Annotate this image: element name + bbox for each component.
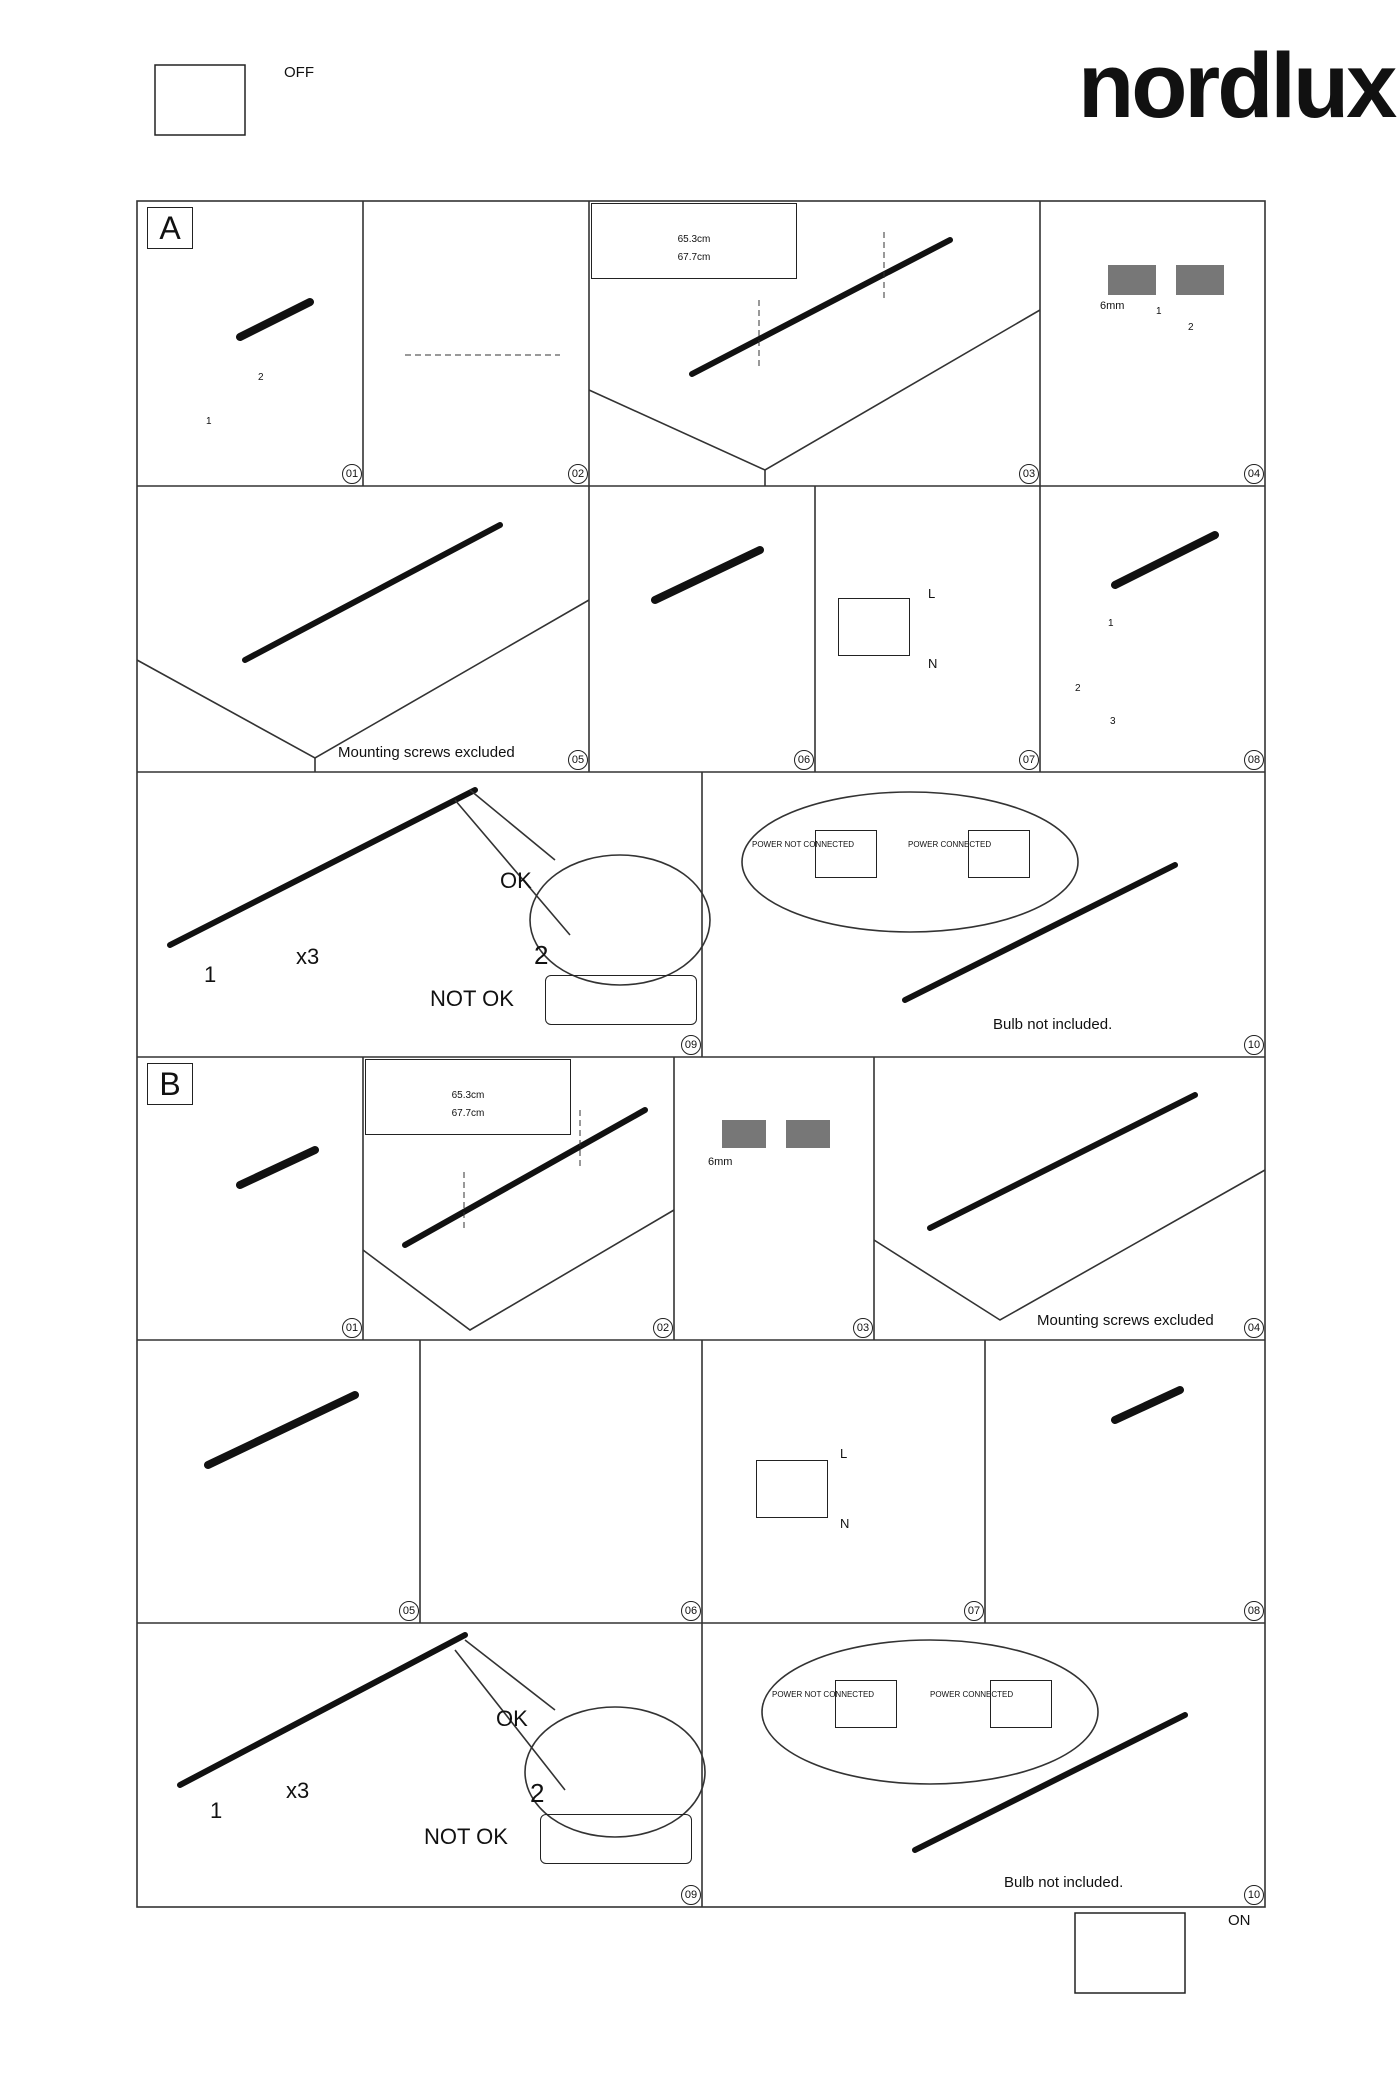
step-number: 04 (1244, 464, 1264, 484)
substep-2: 2 (1188, 322, 1194, 333)
dial-off-b (835, 1680, 897, 1728)
step-number: 02 (653, 1318, 673, 1338)
not-ok-detail-b (540, 1814, 692, 1864)
step-number: 03 (1019, 464, 1039, 484)
dial-on-b (990, 1680, 1052, 1728)
step-number: 02 (568, 464, 588, 484)
x3-label-b: x3 (286, 1778, 310, 1803)
step-number: 09 (681, 1035, 701, 1055)
ok-label-b: OK (496, 1706, 528, 1731)
step-number: 01 (342, 1318, 362, 1338)
dial-on-a (968, 830, 1030, 878)
section-a-label: A (147, 207, 193, 249)
step-number: 08 (1244, 1601, 1264, 1621)
substep-3: 3 (1110, 716, 1116, 727)
substep-2: 2 (258, 372, 264, 383)
phase-l-a: L (928, 586, 936, 601)
dimension-outer: 67.7cm (451, 1108, 485, 1119)
not-ok-detail-a (545, 975, 697, 1025)
switch-on-label: ON (1228, 1912, 1251, 1929)
step-one-label-b: 1 (210, 1798, 223, 1823)
x3-label-a: x3 (296, 944, 320, 969)
step-number: 08 (1244, 750, 1264, 770)
substep-1: 1 (206, 416, 212, 427)
phase-l-b: L (840, 1446, 848, 1461)
substep-1: 1 (1108, 618, 1114, 629)
neutral-n-a: N (928, 656, 938, 671)
bulb-note-b: Bulb not included. (1004, 1874, 1124, 1891)
power-connected-b: POWER CONNECTED (930, 1690, 1014, 1699)
brand-logo: nordlux (1078, 35, 1395, 137)
dimension-inner: 65.3cm (677, 234, 711, 245)
step-number: 06 (681, 1601, 701, 1621)
substep-1: 1 (1156, 306, 1162, 317)
dial-off-a (815, 830, 877, 878)
bulb-note-a: Bulb not included. (993, 1016, 1113, 1033)
not-ok-label-b: NOT OK (424, 1824, 508, 1849)
drill-size-b: 6mm (708, 1156, 733, 1168)
switch-off-label: OFF (284, 64, 314, 81)
step-two-label-a: 2 (534, 940, 549, 970)
power-not-connected-a: POWER NOT CONNECTED (752, 840, 855, 849)
step-number: 01 (342, 464, 362, 484)
dimension-box-b (365, 1059, 571, 1135)
step-one-label-a: 1 (204, 962, 217, 987)
mounting-screws-note-b: Mounting screws excluded (1037, 1312, 1214, 1329)
power-not-connected-b: POWER NOT CONNECTED (772, 1690, 875, 1699)
neutral-n-b: N (840, 1516, 850, 1531)
dimension-inner: 65.3cm (451, 1090, 485, 1101)
step-number: 04 (1244, 1318, 1264, 1338)
ok-label-a: OK (500, 868, 532, 893)
step-number: 05 (399, 1601, 419, 1621)
drill-size-a: 6mm (1100, 300, 1125, 312)
step-two-label-b: 2 (530, 1778, 545, 1808)
step-number: 06 (794, 750, 814, 770)
section-b-label: B (147, 1063, 193, 1105)
step-number: 09 (681, 1885, 701, 1905)
step-number: 07 (1019, 750, 1039, 770)
not-ok-label-a: NOT OK (430, 986, 514, 1011)
dimension-outer: 67.7cm (677, 252, 711, 263)
step-number: 03 (853, 1318, 873, 1338)
dimension-box-a (591, 203, 797, 279)
substep-2: 2 (1075, 683, 1081, 694)
step-number: 07 (964, 1601, 984, 1621)
step-number: 10 (1244, 1035, 1264, 1055)
mounting-screws-note-a: Mounting screws excluded (338, 744, 515, 761)
step-number: 10 (1244, 1885, 1264, 1905)
terminal-block-b (756, 1460, 828, 1518)
terminal-block-a (838, 598, 910, 656)
step-number: 05 (568, 750, 588, 770)
power-connected-a: POWER CONNECTED (908, 840, 992, 849)
